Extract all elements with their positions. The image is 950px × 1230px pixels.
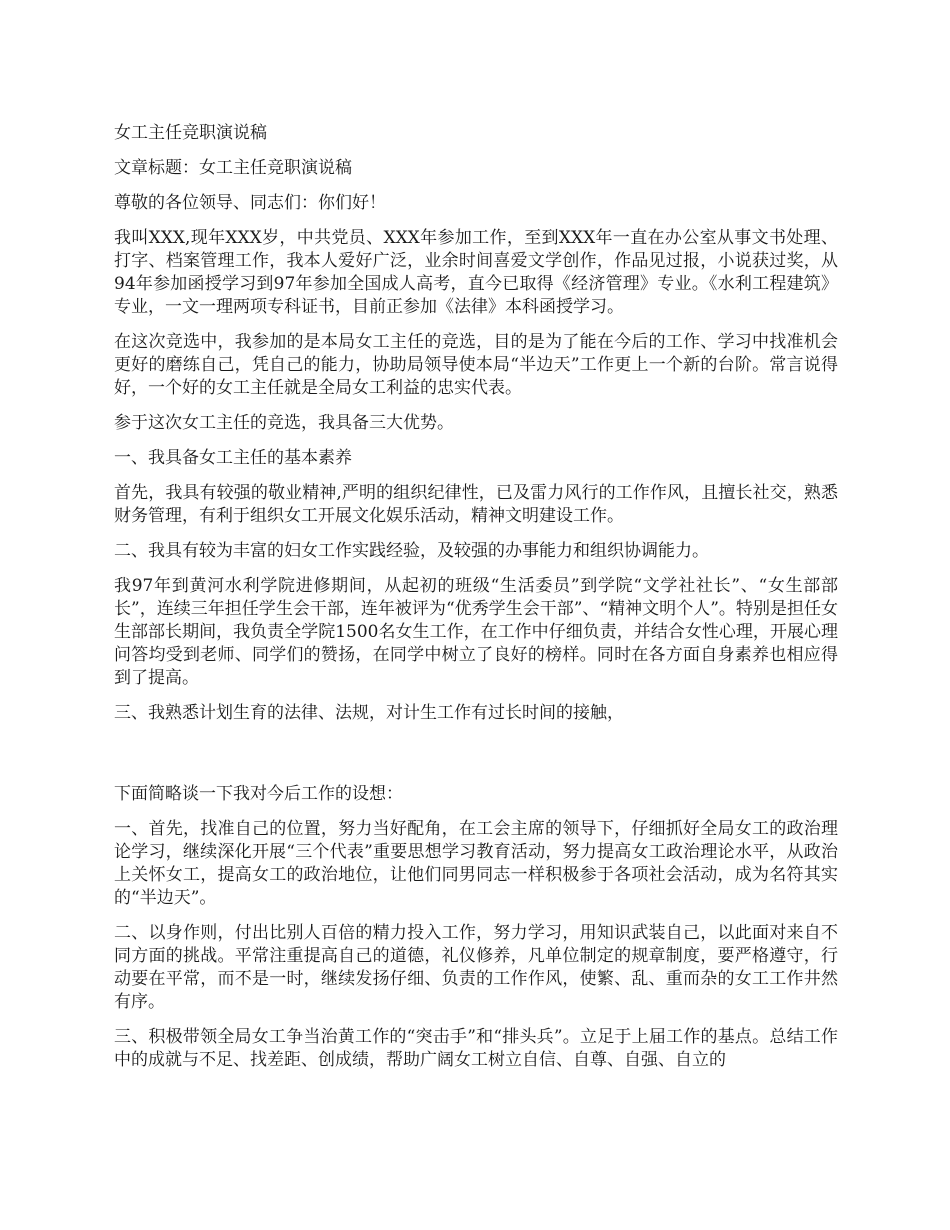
heading-advantage-2: 二、我具有较为丰富的妇女工作实践经验，及较强的办事能力和组织协调能力。 — [114, 541, 709, 561]
heading-future-plans: 下面简略谈一下我对今后工作的设想： — [114, 784, 403, 804]
paragraph-plan-2: 二、以身作则，付出比别人百倍的精力投入工作，努力学习，用知识武装自己，以此面对来自不同方面的挑战。平常注重提高自己的道德，礼仪修养，凡单位制定的规章制度，要严格遵守，行动要在平常，而不是一时，继续发扬仔细、负责的工作作风，使繁、乱、重而杂的女工工作井然有序。 — [114, 923, 838, 1012]
paragraph-self-intro: 我叫XXX,现年XXX岁，中共党员、XXX年参加工作，至到XXX年一直在办公室从事文书处理、打字、档案管理工作，我本人爱好广泛，业余时间喜爱文学创作，作品见过报，小说获过奖，从94年参加函授学习到97年参加全国成人高考，直今已取得《经济管理》专业。《水利工程建筑》专业，一文一理两项专科证书，目前正参加《法律》本科函授学习。 — [114, 228, 838, 317]
document-body — [114, 122, 838, 1084]
paragraph-advantage-2: 我97年到黄河水利学院进修期间，从起初的班级“生活委员”到学院“文学社社长”、“女生部部长”，连续三年担任学生会干部，连年被评为“优秀学生会干部”、“精神文明个人”。特别是担任女生部部长期间，我负责全学院1500名女生工作，在工作中仔细负责，并结合女性心理，开展心理问答均受到老师、同学们的赞扬，在同学中树立了良好的榜样。同时在各方面自身素养也相应得到了提高。 — [114, 576, 838, 688]
greeting: 尊敬的各位领导、同志们：你们好！ — [114, 193, 386, 213]
paragraph-plan-3: 三、积极带领全局女工争当治黄工作的“突击手”和“排头兵”。立足于上届工作的基点。总结工作中的成就与不足、找差距、创成绩，帮助广阔女工树立自信、自尊、自强、自立的 — [114, 1027, 838, 1070]
paragraph-plan-1: 一、首先，找准自己的位置，努力当好配角，在工会主席的领导下，仔细抓好全局女工的政治理论学习，继续深化开展“三个代表”重要思想学习教育活动，努力提高女工政治理论水平，从政治上关怀女工，提高女工的政治地位，让他们同男同志一样积极参于各项社会活动，成为名符其实的“半边天”。 — [114, 819, 838, 908]
heading-advantage-1: 一、我具备女工主任的基本素养 — [114, 448, 352, 468]
paragraph-advantages-intro: 参于这次女工主任的竞选，我具备三大优势。 — [114, 413, 454, 433]
paragraph-campaign-purpose: 在这次竞选中，我参加的是本局女工主任的竞选，目的是为了能在今后的工作、学习中找准机会更好的磨练自己，凭自己的能力，协助局领导使本局“半边天”工作更上一个新的台阶。常言说得好，一个好的女工主任就是全局女工利益的忠实代表。 — [114, 332, 838, 398]
document-title: 女工主任竞职演说稿 — [114, 123, 267, 143]
heading-advantage-3: 三、我熟悉计划生育的法律、法规，对计生工作有过长时间的接触， — [114, 703, 624, 723]
article-title-line: 文章标题：女工主任竞职演说稿 — [114, 158, 352, 178]
paragraph-advantage-1: 首先，我具有较强的敬业精神,严明的组织纪律性，已及雷力风行的工作作风，且擅长社交，熟悉财务管理，有利于组织女工开展文化娱乐活动，精神文明建设工作。 — [114, 483, 838, 526]
